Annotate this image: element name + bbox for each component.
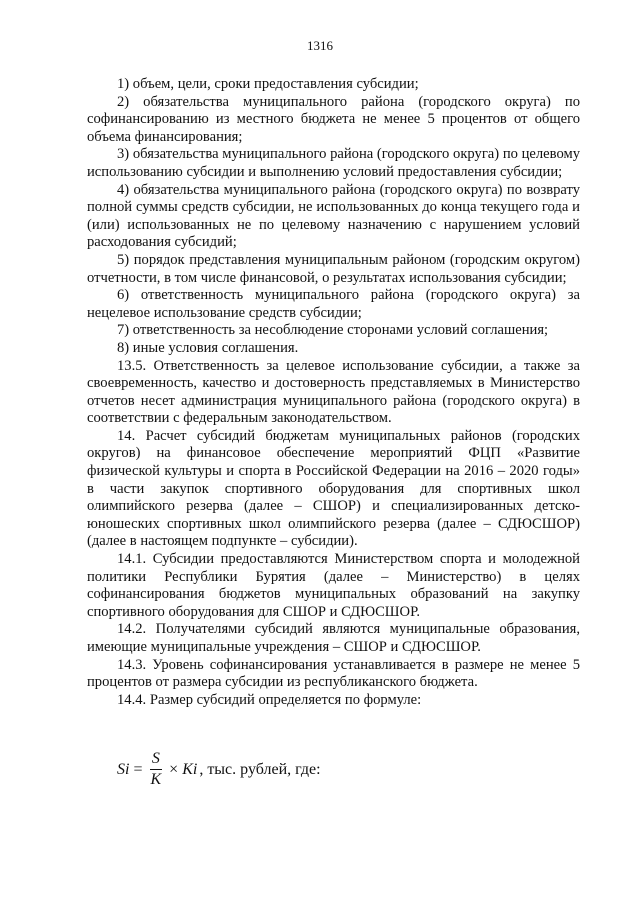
paragraph-item-8: 8) иные условия соглашения. [117, 339, 299, 356]
paragraph-item-3: 3) обязательства муниципального района (городского округа) по целевому использованию субсидии и выполнению условий предоставления субсидии; [87, 146, 580, 180]
paragraph-13-5: 13.5. Ответственность за целевое использование субсидии, а также за своевременность, качество и достоверность представляемых в Министерство отчетов несет администрация муниципального района (городского округа) в соответствии с федеральным законодательством. [87, 357, 580, 427]
paragraph-item-2: 2) обязательства муниципального района (городского округа) по софинансированию из местного бюджета не менее 5 процентов от общего объема финансирования; [87, 93, 580, 145]
body-text [87, 76, 580, 709]
paragraph-14-3: 14.3. Уровень софинансирования устанавливается в размере не менее 5 процентов от размера субсидии из республиканского бюджета. [87, 656, 580, 691]
paragraph-item-5: 5) порядок представления муниципальным районом (городским округом) отчетности, в том числе финансовой, о результатах использования субсидии; [87, 251, 580, 286]
paragraph-14-1: 14.1. Субсидии предоставляются Министерством спорта и молодежной политики Республики Бурятия (далее – Министерство) в целях софинансирования бюджетов муниципальных образований на закупку спортивного оборудования для СШОР и СДЮСШОР. [87, 551, 580, 620]
formula-equals: = [133, 760, 143, 778]
paragraph-item-1: 1) объем, цели, сроки предоставления субсидии; [117, 76, 419, 92]
formula-tail: , тыс. рублей, где: [199, 760, 321, 778]
formula-times: × [169, 760, 179, 778]
paragraph-14-4: 14.4. Размер субсидий определяется по формуле: [117, 691, 422, 708]
paragraph-item-6: 6) ответственность муниципального района (городского округа) за нецелевое использование средств субсидии; [87, 287, 580, 321]
paragraph-14-2: 14.2. Получателями субсидий являются муниципальные образования, имеющие муниципальные учреждения – СШОР и СДЮСШОР. [87, 621, 580, 655]
paragraph-14: 14. Расчет субсидий бюджетам муниципальных районов (городских округов) на финансовое обеспечение мероприятий ФЦП «Развитие физической культуры и спорта в Российской Федерации на 2016 – 2020 годы» в части закупок спортивного оборудования для спортивных школ олимпийского резерва (далее – СШОР) и специализированных детско-юношеских спортивных школ олимпийского резерва (далее – СДЮСШОР) (далее в настоящем подпункте – субсидии). [87, 427, 580, 550]
formula-factor: Ki [182, 760, 198, 778]
subsidy-formula [117, 750, 321, 789]
formula-numerator: S [150, 750, 162, 770]
paragraph-item-7: 7) ответственность за несоблюдение сторонами условий соглашения; [117, 322, 549, 339]
paragraph-item-4: 4) обязательства муниципального района (городского округа) по возврату полной суммы средств субсидии, не использованных до конца текущего года и (или) использованных не по целевому назначению с нарушением условий расходования субсидий; [87, 181, 580, 251]
formula-denominator: K [150, 771, 162, 788]
page-number: 1316 [307, 38, 333, 53]
formula-fraction [148, 750, 163, 789]
formula-lhs: Si [117, 760, 130, 778]
